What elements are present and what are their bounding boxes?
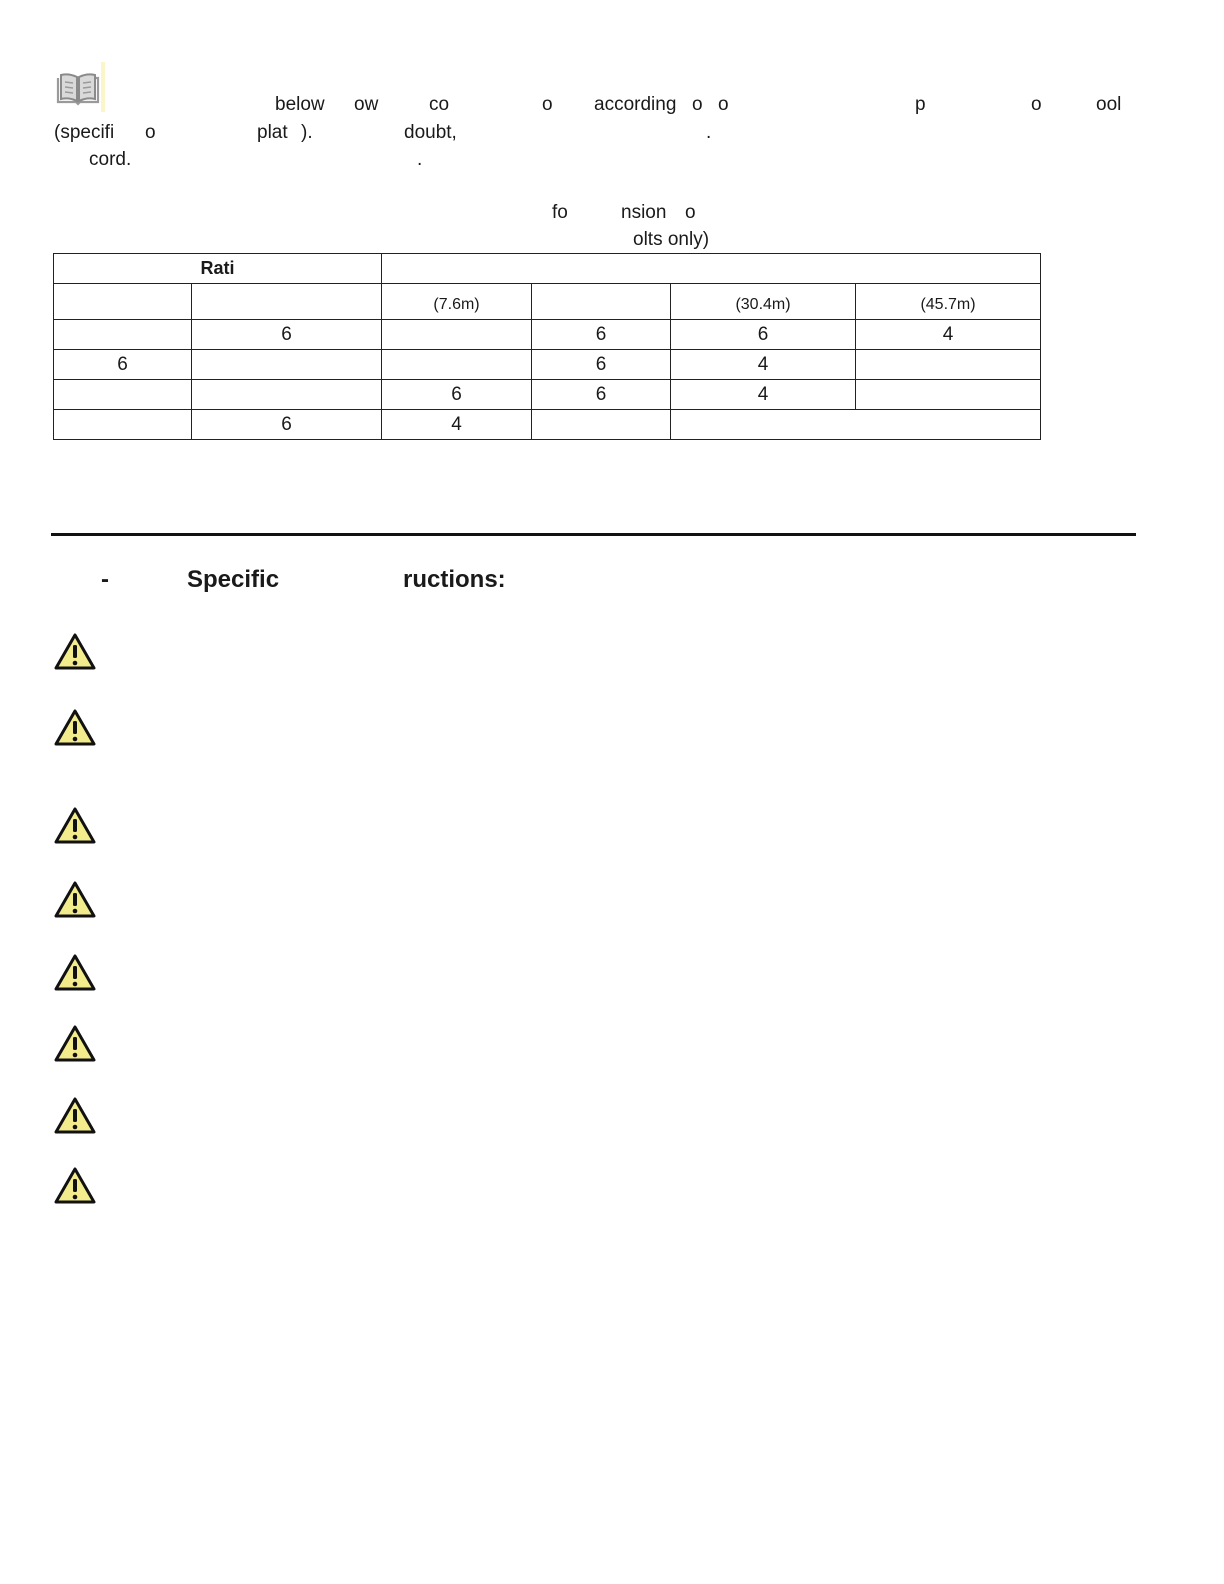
table-cell: 6: [532, 350, 671, 380]
intro-word: .: [417, 149, 423, 170]
length-header: [382, 254, 1041, 284]
table-cell: [671, 410, 1041, 440]
table-cell: [192, 380, 382, 410]
intro-word: o: [542, 94, 553, 115]
table-cell: [192, 350, 382, 380]
highlight-bar: [101, 62, 105, 112]
warning-triangle-icon: [53, 953, 97, 993]
heading-word: ructions:: [403, 566, 506, 593]
rating-header: Rati: [54, 254, 382, 284]
table-row: [54, 350, 1041, 380]
warning-triangle-icon: [53, 806, 97, 846]
warning-triangle-icon: [53, 880, 97, 920]
caption-word: o: [685, 202, 696, 223]
warning-triangle-icon: [53, 708, 97, 748]
table-cell: 6: [192, 320, 382, 350]
intro-word: p: [915, 94, 926, 115]
intro-word: o: [718, 94, 729, 115]
table-cell: [54, 410, 192, 440]
table-row: [54, 320, 1041, 350]
table-cell: [54, 380, 192, 410]
warning-triangle-icon: [53, 632, 97, 672]
open-book-icon: [55, 70, 101, 110]
intro-word: plat: [257, 122, 288, 143]
table-cell: 4: [671, 380, 856, 410]
intro-word: co: [429, 94, 450, 115]
warning-triangle-icon: [53, 1096, 97, 1136]
table-cell: 6: [192, 410, 382, 440]
table-cell: 6: [382, 380, 532, 410]
intro-word: (specifi: [54, 122, 115, 143]
table-cell: [382, 320, 532, 350]
intro-word: .: [706, 122, 712, 143]
length-cell: (30.4m): [671, 284, 856, 320]
intro-word: ).: [301, 122, 313, 143]
intro-word: according: [594, 94, 677, 115]
table-cell: 4: [856, 320, 1041, 350]
table-cell: [856, 350, 1041, 380]
table-cell: 6: [671, 320, 856, 350]
table-cell: [532, 410, 671, 440]
caption-word: fo: [552, 202, 568, 223]
intro-word: below: [275, 94, 325, 115]
intro-word: ool: [1096, 94, 1122, 115]
table-cell: [532, 284, 671, 320]
intro-word: o: [145, 122, 156, 143]
table-cell: 6: [532, 320, 671, 350]
heading-dash: -: [101, 566, 109, 593]
intro-word: o: [692, 94, 703, 115]
heading-word: Specific: [187, 566, 280, 593]
length-cell: (7.6m): [382, 284, 532, 320]
extension-cord-table: [53, 253, 1041, 440]
table-cell: [54, 284, 192, 320]
intro-word: cord.: [89, 149, 132, 170]
table-row: [54, 410, 1041, 440]
section-divider: [51, 533, 1136, 536]
table-row: [54, 380, 1041, 410]
table-cell: 6: [532, 380, 671, 410]
table-cell: 4: [671, 350, 856, 380]
table-cell: 4: [382, 410, 532, 440]
table-cell: 6: [54, 350, 192, 380]
intro-word: ow: [354, 94, 379, 115]
table-cell: [192, 284, 382, 320]
warning-triangle-icon: [53, 1166, 97, 1206]
caption-word: olts only): [633, 229, 710, 250]
intro-word: o: [1031, 94, 1042, 115]
warning-triangle-icon: [53, 1024, 97, 1064]
table-cell: [54, 320, 192, 350]
table-cell: [382, 350, 532, 380]
intro-word: doubt,: [404, 122, 457, 143]
table-lengths-row: [54, 284, 1041, 320]
length-cell: (45.7m): [856, 284, 1041, 320]
caption-word: nsion: [621, 202, 667, 223]
table-cell: [856, 380, 1041, 410]
table-header-row: [54, 254, 1041, 284]
